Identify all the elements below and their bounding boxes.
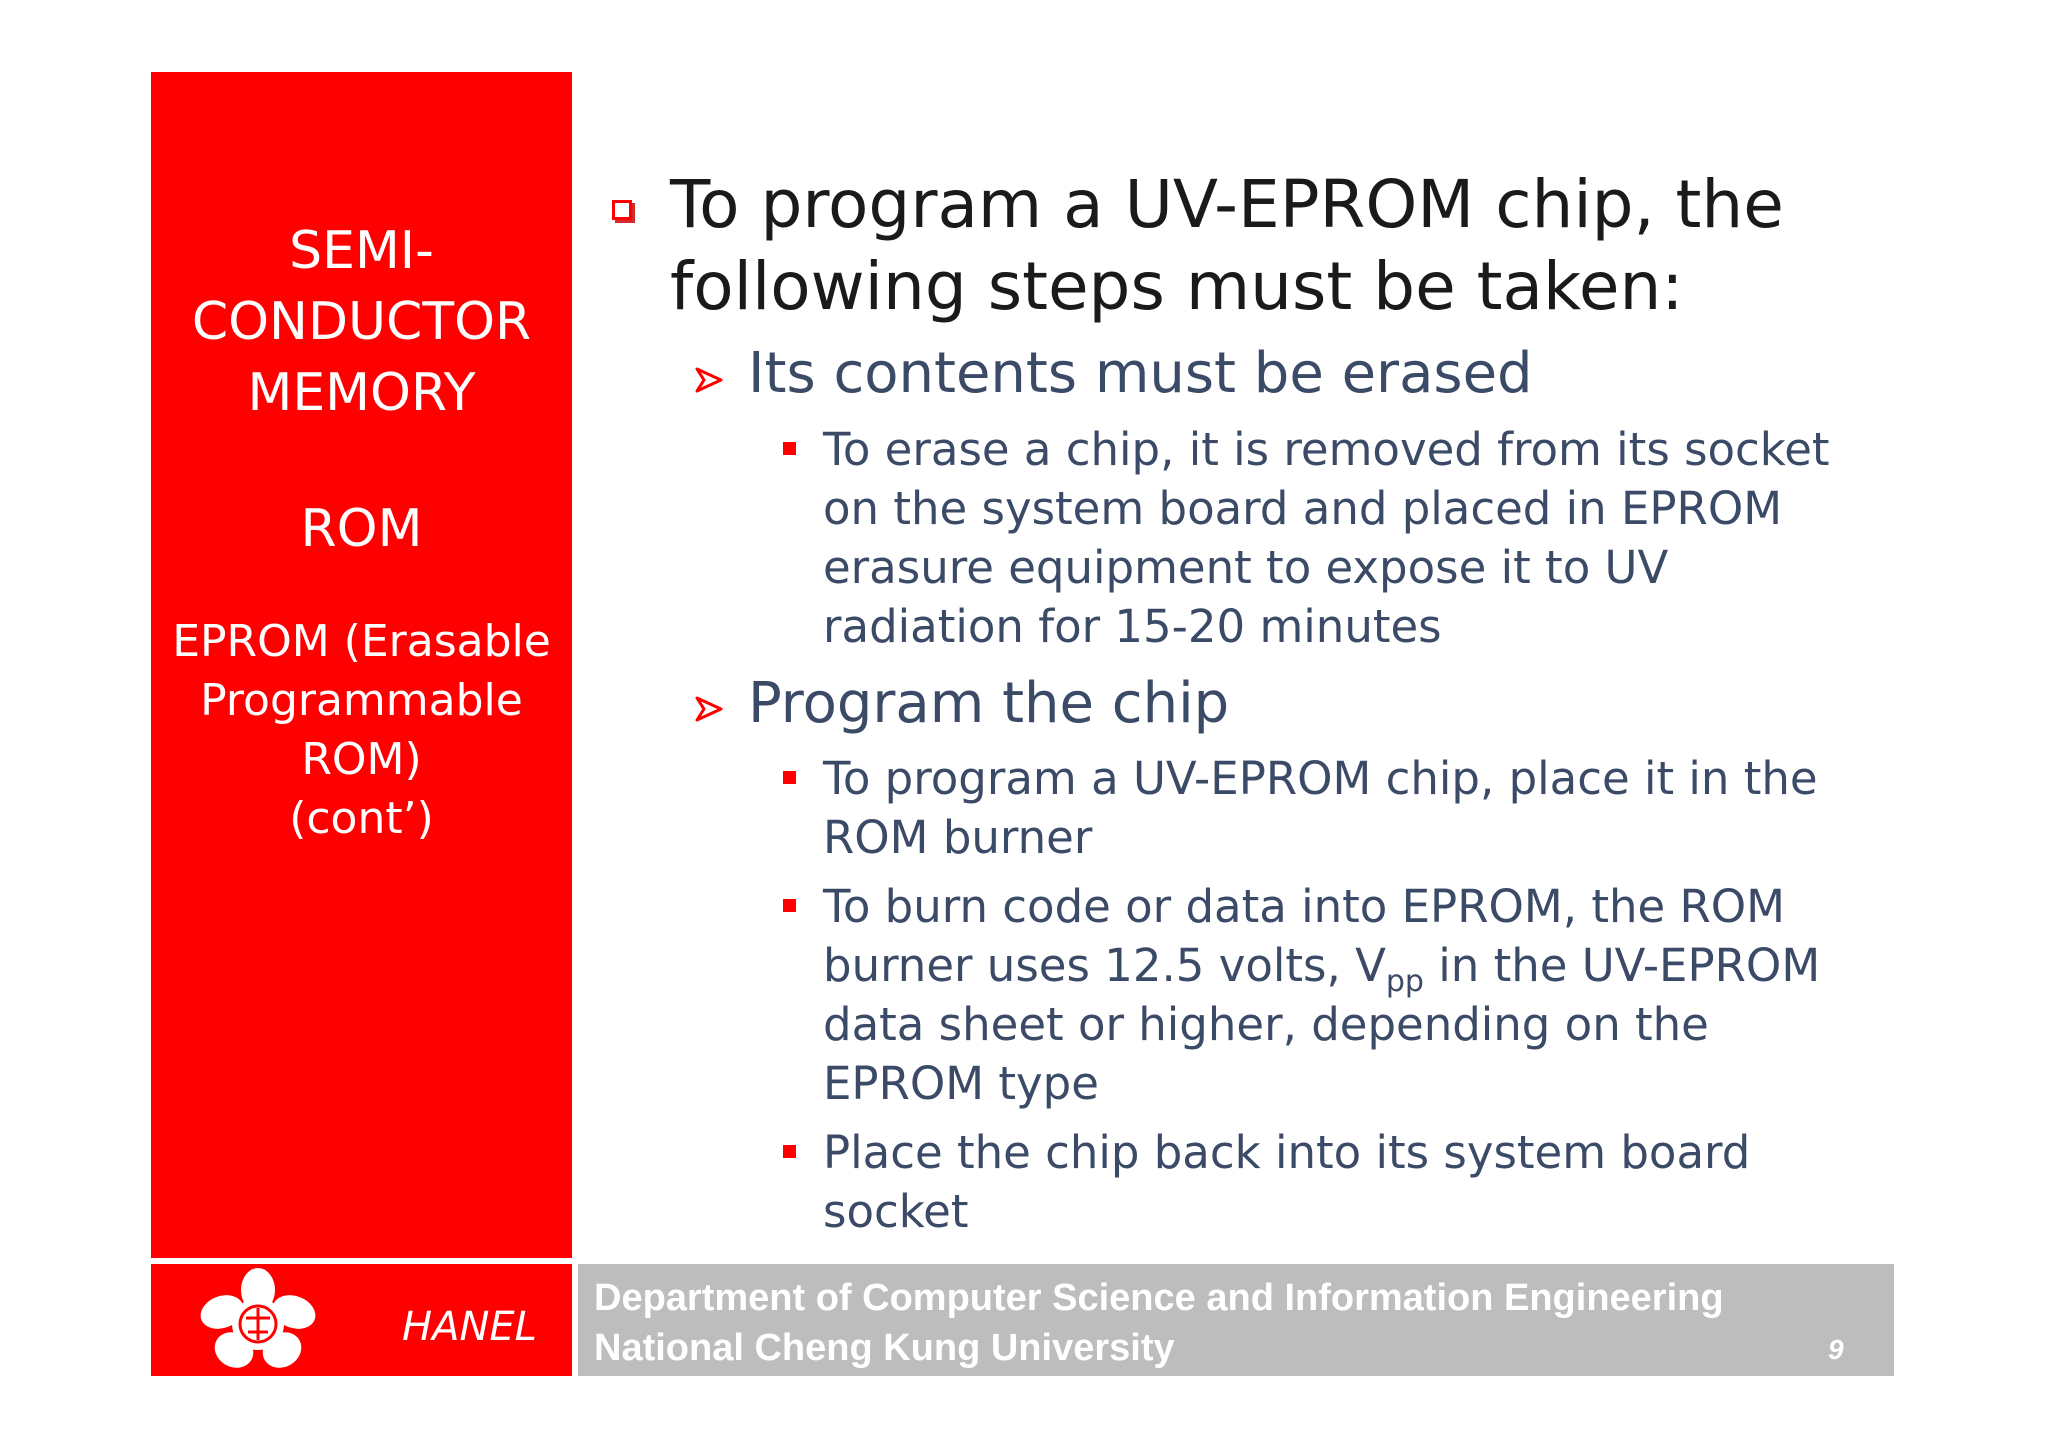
square-bullet-icon [783,442,796,455]
hollow-square-bullet-icon [612,200,632,220]
sidebar-subsection-line: (cont’) [289,793,434,844]
sidebar-title-line: SEMI- [289,221,434,281]
sidebar-title-line: MEMORY [247,363,476,423]
sidebar-section: ROM [300,499,423,559]
footer-university: National Cheng Kung University [594,1327,1175,1369]
step-program-detail: To program a UV-EPROM chip, place it in the ROM burner [823,752,1818,864]
sidebar-subsection [151,612,572,848]
sidebar-title-line: CONDUCTOR [191,292,532,352]
step-program: Program the chip [748,671,1230,736]
step-replace-detail: Place the chip back into its system board socket [823,1126,1751,1238]
arrow-bullet-icon [694,365,724,395]
arrow-bullet-icon [694,694,724,724]
sidebar-subsection-line: EPROM (Erasable [172,616,551,667]
step-erase-detail: To erase a chip, it is removed from its socket on the system board and placed in EPROM erasure equipment to expose it to UV radiation for 15-20 minutes [823,423,1830,653]
step-erase: Its contents must be erased [748,341,1533,406]
burn-detail-text: in the UV-EPROM data sheet or higher, depending on the EPROM type [823,939,1821,1110]
step-burn-detail [823,877,1883,1113]
square-bullet-icon [783,899,796,912]
sidebar-title [151,216,572,429]
footer-department: Department of Computer Science and Information Engineering [594,1277,1724,1319]
sidebar-subsection-line: ROM) [301,734,422,785]
slide-heading [670,164,1870,328]
square-bullet-icon [783,771,796,784]
burn-detail-text: To burn code or data into EPROM, the ROM burner uses 12.5 volts, V [823,880,1785,992]
university-logo-icon [200,1268,316,1372]
sidebar-subsection-line: Programmable [200,675,523,726]
square-bullet-icon [783,1145,796,1158]
page-number: 9 [1828,1334,1844,1365]
footer-brand: HANEL [402,1304,537,1350]
heading-line: following steps must be taken: [670,248,1684,325]
heading-line: To program a UV-EPROM chip, the [670,166,1784,243]
vpp-subscript: pp [1385,964,1424,999]
